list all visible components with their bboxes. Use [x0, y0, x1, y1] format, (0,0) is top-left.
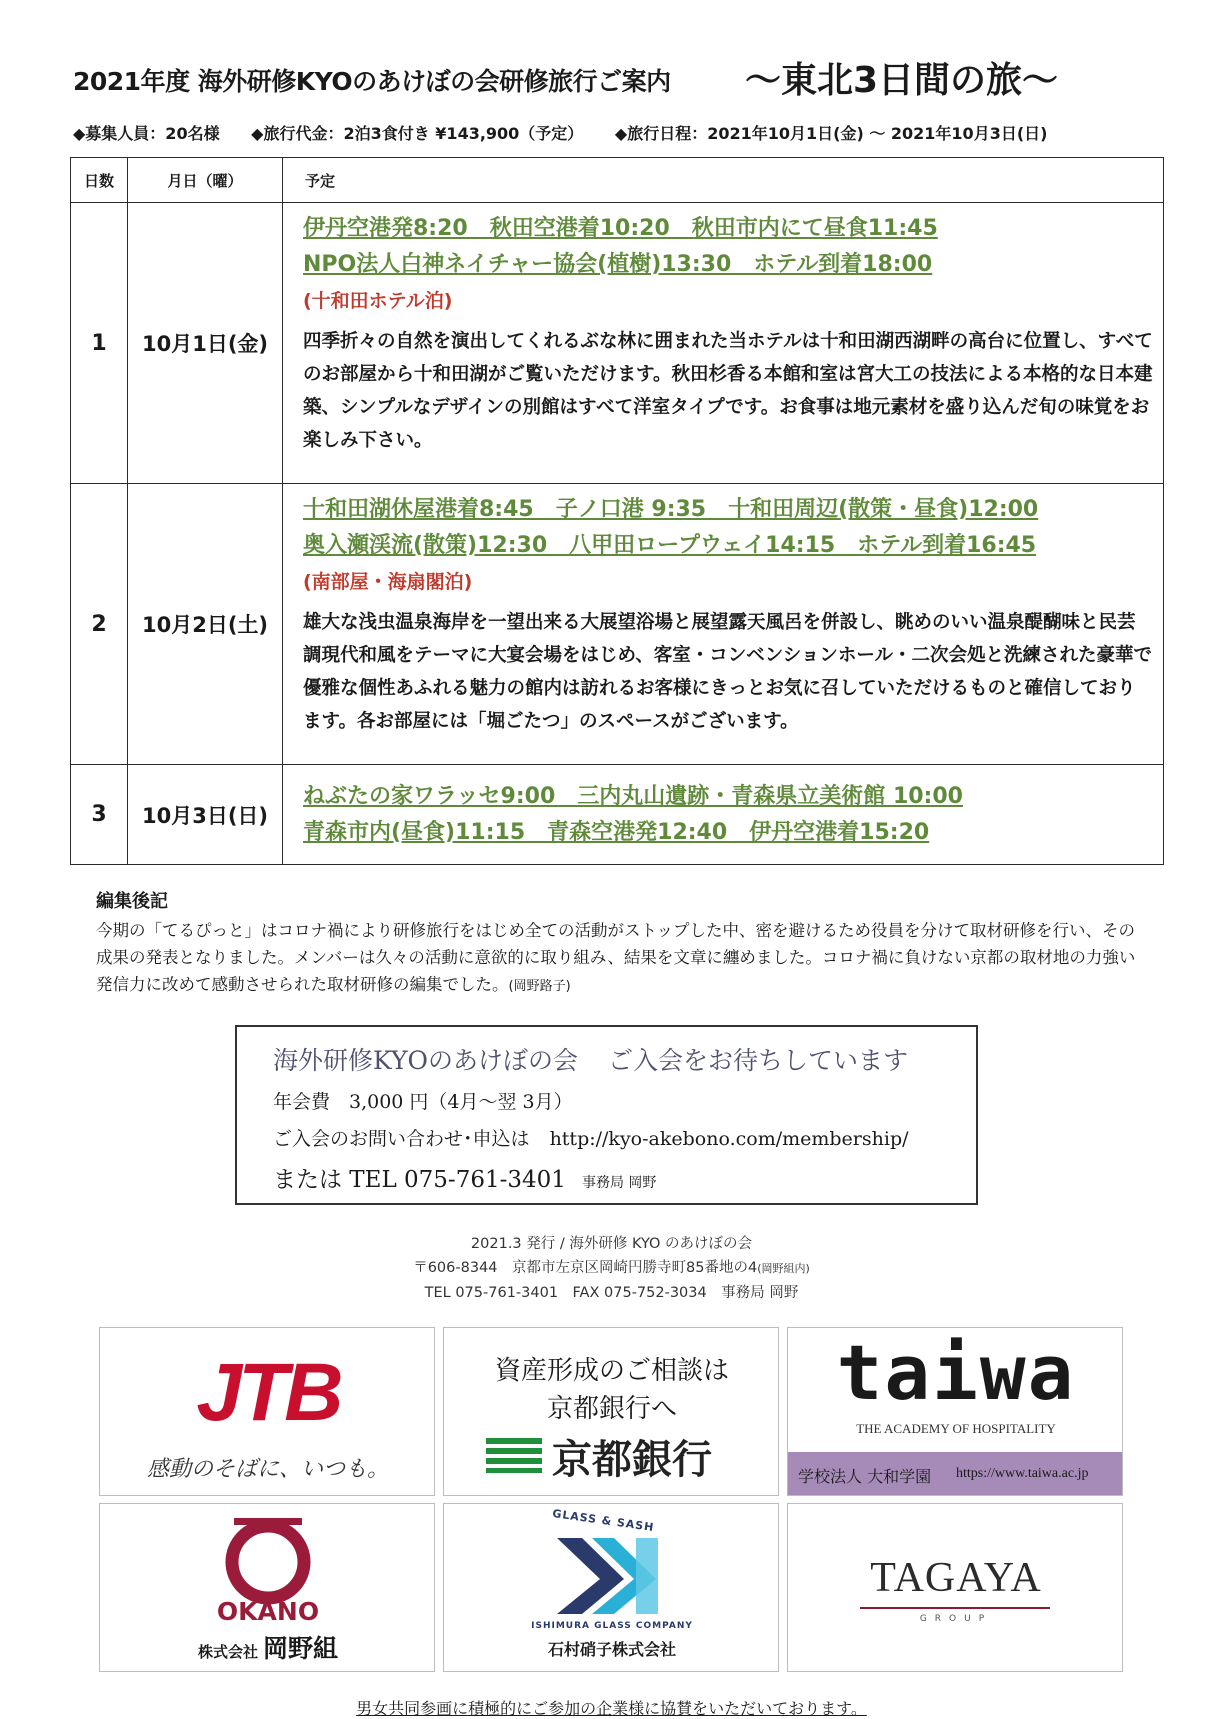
taiwa-band — [788, 1452, 1123, 1496]
publication-line: 2021.3 発行 / 海外研修 KYO のあけぼの会 — [470, 1236, 753, 1252]
tagaya-sub: GROUP — [919, 1614, 993, 1624]
afterword-text: 今期の「てるぴっと」はコロナ禍により研修旅行をはじめ全ての活動がストップした中、密を避けるため役員を分けて取材研修を行い、その成果の発表となりました。メンバーは久々の活動に意欲的に取り組み、結果を文章に纏めました。コロナ禍に負けない京都の取材地の力強い発信力に改めて感動させられた取材研修の編集でした。 — [96, 921, 1136, 994]
hotel-description: 雄大な浅虫温泉海岸を一望出来る大展望浴場と展望露天風呂を併設し、眺めのいい温泉醍醐味と民芸調現代和風をテーマに大宴会場をはじめ、客室・コンベンションホール・二次会処と洗練された豪華で優雅な個性あふれる魅力の館内は訪れるお客様にきっとお気に召していただけるものと確信しております。各お部屋には「堀ごたつ」のスペースがございます。 — [303, 612, 1153, 732]
hotel-description: 四季折々の自然を演出してくれるぶな林に囲まれた当ホテルは十和田湖西湖畔の高台に位置し、すべてのお部屋から十和田湖がご覧いただけます。秋田杉香る本館和室は宮大工の技法による本格的な日本建築、シンプルなデザインの別館はすべて洋室タイプです。お食事は地元素材を盛り込んだ旬の味覚をお楽しみ下さい。 — [303, 331, 1153, 451]
ishimura-name: 石村硝子株式会社 — [547, 1640, 676, 1659]
day-date: 10月3日(日) — [128, 765, 283, 865]
membership-url[interactable]: http://kyo-akebono.com/membership/ — [549, 1128, 909, 1150]
day-date: 10月1日(金) — [128, 203, 283, 484]
membership-tel-line — [273, 1161, 976, 1194]
info-capacity: ◆募集人員：20名様 — [73, 124, 220, 143]
info-price: ◆旅行代金：2泊3食付き ¥143,900（予定） — [251, 124, 584, 143]
table-row — [71, 765, 1164, 865]
sponsor-taiwa — [787, 1327, 1123, 1496]
tagaya-divider — [860, 1607, 1050, 1609]
membership-office: 事務局 岡野 — [581, 1175, 657, 1191]
okano-name: 岡野組 — [263, 1634, 339, 1663]
hotel-stay: (十和田ホテル泊) — [303, 290, 453, 312]
okano-logo: OKANO — [216, 1597, 320, 1626]
itinerary-line: NPO法人白神ネイチャー協会(植樹)13:30 ホテル到着18:00 — [303, 252, 933, 277]
ishimura-en: ISHIMURA GLASS COMPANY — [531, 1621, 693, 1631]
day-plan — [283, 765, 1164, 865]
taiwa-school: 学校法人 大和学園 — [798, 1467, 932, 1486]
jtb-logo: JTB — [196, 1347, 340, 1438]
okano-prefix: 株式会社 — [197, 1643, 258, 1661]
header-plan: 予定 — [283, 158, 1164, 203]
membership-invite: ご入会をお待ちしています — [608, 1046, 909, 1075]
itinerary-line: 伊丹空港発8:20 秋田空港着10:20 秋田市内にて昼食11:45 — [303, 216, 938, 241]
info-dates: ◆旅行日程：2021年10月1日(金) 〜 2021年10月3日(日) — [614, 124, 1048, 143]
day-plan — [283, 484, 1164, 765]
bank-line2: 京都銀行へ — [546, 1394, 677, 1424]
membership-fee: 年会費 3,000 円（4月〜翌 3月） — [273, 1091, 573, 1113]
itinerary-line: ねぶたの家ワラッセ9:00 三内丸山遺跡・青森県立美術館 10:00 — [303, 783, 963, 809]
afterword-heading: 編集後記 — [96, 891, 168, 912]
trip-info — [73, 121, 1073, 144]
okano-company — [100, 1629, 435, 1665]
membership-contact-label: ご入会のお問い合わせ･申込は — [273, 1128, 530, 1150]
sponsor-okano — [99, 1503, 435, 1672]
publication-info — [0, 1232, 1223, 1305]
sponsor-tagaya — [787, 1503, 1123, 1672]
footer-note: 男女共同参画に積極的にご参加の企業様に協賛をいただいております。 — [356, 1699, 867, 1718]
day-plan — [283, 203, 1164, 484]
publication-address — [0, 1256, 1223, 1281]
taiwa-sub: THE ACADEMY OF HOSPITALITY — [856, 1421, 1056, 1436]
okano-ring-icon — [224, 1518, 312, 1606]
afterword-body — [96, 917, 1136, 1000]
afterword-author: (岡野路子) — [508, 979, 571, 994]
taiwa-url[interactable]: https://www.taiwa.ac.jp — [956, 1466, 1089, 1481]
header-day: 日数 — [71, 158, 128, 203]
header-date: 月日（曜） — [128, 158, 283, 203]
itinerary-line: 奥入瀬渓流(散策)12:30 八甲田ロープウェイ14:15 ホテル到着16:45 — [303, 533, 1037, 558]
page-subtitle: 〜東北3日間の旅〜 — [745, 60, 1059, 101]
hotel-stay: (南部屋・海扇閣泊) — [303, 571, 473, 593]
publication-contact: TEL 075-761-3401 FAX 075-752-3034 事務局 岡野 — [424, 1285, 799, 1301]
membership-heading — [273, 1041, 976, 1077]
address-note: (岡野組内) — [757, 1262, 810, 1275]
table-header-row — [71, 158, 1164, 203]
itinerary-line: 青森市内(昼食)11:15 青森空港発12:40 伊丹空港着15:20 — [303, 819, 930, 845]
ishimura-top: GLASS & SASH — [551, 1506, 656, 1535]
jtb-tagline: 感動のそばに、いつも。 — [146, 1457, 389, 1482]
page-title: 2021年度 海外研修KYOのあけぼの会研修旅行ご案内 — [73, 67, 671, 96]
table-row — [71, 484, 1164, 765]
sponsor-jtb — [99, 1327, 435, 1496]
table-row — [71, 203, 1164, 484]
taiwa-logo: taiwa — [836, 1328, 1076, 1417]
ishimura-logo-icon — [552, 1534, 672, 1616]
schedule-table — [70, 157, 1164, 865]
membership-box — [235, 1025, 978, 1205]
day-number: 1 — [71, 203, 128, 484]
bank-logo-icon — [484, 1436, 544, 1474]
day-number: 3 — [71, 765, 128, 865]
membership-org: 海外研修KYOのあけぼの会 — [273, 1046, 579, 1075]
tagaya-logo: TAGAYA — [870, 1555, 1042, 1601]
sponsor-ishimura — [443, 1503, 779, 1672]
day-number: 2 — [71, 484, 128, 765]
itinerary-line: 十和田湖休屋港着8:45 子ノ口港 9:35 十和田周辺(散策・昼食)12:00 — [303, 497, 1039, 522]
address-text: 〒606-8344 京都市左京区岡崎円勝寺町85番地の4 — [413, 1260, 758, 1276]
bank-line1: 資産形成のご相談は — [494, 1356, 729, 1386]
day-date: 10月2日(土) — [128, 484, 283, 765]
membership-contact — [273, 1124, 976, 1151]
membership-tel: または TEL 075-761-3401 — [273, 1167, 566, 1193]
sponsor-kyoto-bank — [443, 1327, 779, 1496]
bank-name: 京都銀行 — [552, 1437, 712, 1483]
